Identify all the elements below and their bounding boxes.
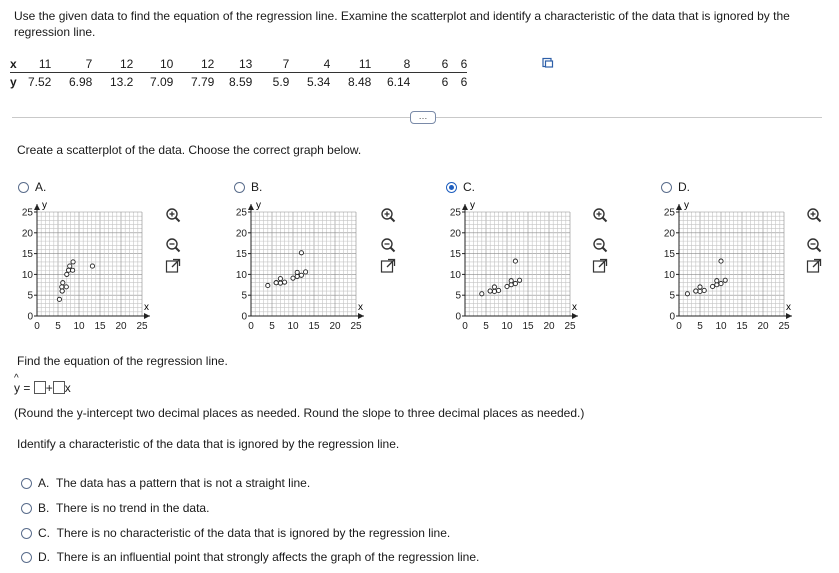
regression-equation [14,373,71,395]
data-point [60,285,64,289]
y-cell: 5.34 [307,74,331,89]
data-point [480,292,484,296]
answer-a-text: The data has a pattern that is not a straight line. [56,476,311,490]
y-cell: 8.59 [229,74,253,89]
x-cell: 10 [133,55,173,73]
answer-option-b[interactable] [21,501,209,515]
x-tick-label: 25 [350,321,362,332]
x-tick-label: 25 [564,321,576,332]
zoom-in-icon[interactable] [380,207,396,223]
slope-input[interactable] [53,381,65,394]
x-axis-arrow [358,313,364,319]
data-point [65,272,69,276]
option-d[interactable] [661,180,690,194]
y-tick-label: 10 [449,269,461,281]
y-cell: 6.14 [387,74,411,89]
data-point [278,277,282,281]
answer-option-a[interactable] [21,476,310,490]
y-tick-label: 25 [663,207,675,219]
zoom-in-icon[interactable] [806,207,822,223]
y-tick-label: 0 [455,311,461,323]
option-b-label: B. [251,180,263,194]
y-cell: 5.9 [272,74,290,89]
data-point [711,284,715,288]
option-a[interactable] [18,180,46,194]
answer-radio-a[interactable] [21,478,32,489]
data-point [295,270,299,274]
scatterplot-option-c [446,200,586,335]
y-tick-label: 5 [27,290,33,302]
answer-a-label: A. [38,476,50,490]
x-axis-label: x [144,302,149,313]
x-tick-label: 5 [55,321,61,332]
enlarge-icon[interactable] [165,258,181,274]
data-point [71,268,75,272]
y-tick-label: 15 [235,249,247,261]
option-d-label: D. [678,180,690,194]
y-hat [14,373,31,395]
x-cell: 4 [289,55,330,73]
y-tick-label: 5 [455,290,461,302]
x-cell: 11 [330,55,371,73]
data-point [488,289,492,293]
y-cell: 7.52 [28,74,52,89]
zoom-out-icon[interactable] [165,237,181,253]
answer-b-label: B. [38,501,50,515]
y-cell: 6.98 [69,74,93,89]
x-tick-label: 15 [308,321,320,332]
x-tick-label: 10 [73,321,85,332]
x-label: x [10,55,28,73]
zoom-out-icon[interactable] [380,237,396,253]
y-axis-label: y [470,200,475,211]
y-tick-label: 0 [27,311,33,323]
y-axis-label: y [684,200,689,211]
y-tick-label: 20 [663,228,675,240]
x-tick-label: 20 [757,321,769,332]
y-cell: 6 [460,74,468,89]
x-cell: 6 [448,55,467,73]
data-point [291,276,295,280]
data-point [304,270,308,274]
x-axis-label: x [786,302,791,313]
y-tick-label: 25 [449,207,461,219]
y-tick-label: 20 [235,228,247,240]
answer-option-c[interactable] [21,526,450,540]
y-axis-arrow [462,204,468,210]
more-button[interactable]: … [410,111,436,124]
y-cell: 8.48 [348,74,372,89]
x-tick-label: 0 [248,321,254,332]
data-point [64,285,68,289]
y-cell: 6 [441,74,449,89]
y-axis-arrow [34,204,40,210]
equation-var: x [64,381,71,395]
data-point [283,280,287,284]
grid [37,212,142,316]
y-tick-label: 0 [241,311,247,323]
answer-radio-d[interactable] [21,552,32,563]
x-tick-label: 0 [462,321,468,332]
x-cell: 7 [252,55,289,73]
x-cell: 12 [92,55,133,73]
x-axis-label: x [358,302,363,313]
x-tick-label: 25 [136,321,148,332]
x-axis-arrow [572,313,578,319]
copy-data-icon[interactable] [542,57,554,69]
data-point [274,281,278,285]
data-point [68,264,72,268]
data-point [278,281,282,285]
x-cell: 11 [28,55,51,73]
instruction-text: Create a scatterplot of the data. Choose the correct graph below. [17,143,362,157]
x-tick-label: 5 [697,321,703,332]
y-cell: 13.2 [110,74,134,89]
data-point [71,260,75,264]
x-axis-label: x [572,302,577,313]
zoom-out-icon[interactable] [592,237,608,253]
enlarge-icon[interactable] [380,258,396,274]
x-tick-label: 10 [715,321,727,332]
x-tick-label: 5 [483,321,489,332]
equation-plus: + [45,381,53,395]
find-equation-text: Find the equation of the regression line. [17,354,228,368]
grid [679,212,784,316]
zoom-in-icon[interactable] [592,207,608,223]
table-row-y [10,73,467,91]
data-point [685,292,689,296]
data-point [513,281,517,285]
data-point [698,289,702,293]
x-tick-label: 20 [329,321,341,332]
x-cell: 12 [173,55,214,73]
option-b[interactable] [234,180,262,194]
x-tick-label: 0 [676,321,682,332]
data-point [492,285,496,289]
data-point [719,259,723,263]
data-point [723,278,727,282]
x-tick-label: 20 [115,321,127,332]
y-tick-label: 25 [21,207,33,219]
y-axis-arrow [676,204,682,210]
grid [251,212,356,316]
radio-option-c[interactable] [446,182,457,193]
data-point [61,281,65,285]
grid [465,212,570,316]
scatterplot-option-b [232,200,372,335]
rounding-note: (Round the y-intercept two decimal places as needed. Round the slope to three decimal places as needed.) [14,406,585,420]
answer-radio-c[interactable] [21,528,32,539]
x-axis-arrow [786,313,792,319]
y-tick-label: 15 [449,249,461,261]
data-point [509,279,513,283]
y-tick-label: 20 [21,228,33,240]
x-tick-label: 10 [501,321,513,332]
data-point [266,283,270,287]
radio-option-d[interactable] [661,182,672,193]
answer-d-text: There is an influential point that strongly affects the graph of the regression line. [56,550,480,564]
answer-c-label: C. [38,526,50,540]
identify-text: Identify a characteristic of the data that is ignored by the regression line. [17,437,400,451]
x-tick-label: 5 [269,321,275,332]
scatterplot-option-a [18,200,158,335]
y-tick-label: 25 [235,207,247,219]
y-tick-label: 10 [663,269,675,281]
enlarge-icon[interactable] [806,258,822,274]
data-point [66,268,70,272]
y-axis-label: y [42,200,47,211]
data-point [698,285,702,289]
data-point [497,288,501,292]
question-prompt: Use the given data to find the equation of the regression line. Examine the scatterplot and identify a characteristic of the data that is ignored by the regression line. [14,9,790,39]
y-cell: 7.09 [150,74,174,89]
data-point [60,289,64,293]
y-tick-label: 15 [663,249,675,261]
data-point [518,278,522,282]
data-point [299,273,303,277]
answer-b-text: There is no trend in the data. [56,501,210,515]
y-label: y [10,74,17,89]
option-c-label: C. [463,180,475,194]
x-cell: 8 [371,55,410,73]
x-tick-label: 10 [287,321,299,332]
x-tick-label: 20 [543,321,555,332]
equation-lhs: y = [14,381,31,395]
data-point [299,251,303,255]
x-tick-label: 15 [522,321,534,332]
scatterplot-option-d [660,200,800,335]
answer-radio-b[interactable] [21,503,32,514]
intercept-input[interactable] [34,381,46,394]
data-point [57,297,61,301]
y-tick-label: 20 [449,228,461,240]
x-tick-label: 15 [736,321,748,332]
answer-d-label: D. [38,550,50,564]
y-tick-label: 0 [669,311,675,323]
y-axis-arrow [248,204,254,210]
data-point [90,264,94,268]
data-point [719,281,723,285]
x-tick-label: 15 [94,321,106,332]
hat-mark: ^ [14,373,19,384]
answer-c-text: There is no characteristic of the data that is ignored by the regression line. [56,526,451,540]
x-cell: 13 [214,55,252,73]
data-point [694,289,698,293]
y-axis-label: y [256,200,261,211]
y-tick-label: 10 [21,269,33,281]
x-tick-label: 0 [34,321,40,332]
radio-option-a[interactable] [18,182,29,193]
y-cell: 7.79 [191,74,215,89]
y-tick-label: 5 [241,290,247,302]
x-cell: 7 [51,55,92,73]
data-point [505,284,509,288]
y-tick-label: 10 [235,269,247,281]
y-tick-label: 15 [21,249,33,261]
data-point [513,259,517,263]
answer-option-d[interactable] [21,550,479,564]
option-a-label: A. [35,180,47,194]
zoom-in-icon[interactable] [165,207,181,223]
data-point [492,289,496,293]
option-c[interactable] [446,180,475,194]
radio-option-b[interactable] [234,182,245,193]
x-axis-arrow [144,313,150,319]
data-point [702,288,706,292]
y-tick-label: 5 [669,290,675,302]
zoom-out-icon[interactable] [806,237,822,253]
data-point [715,279,719,283]
x-tick-label: 25 [778,321,790,332]
table-row-x [10,55,467,73]
enlarge-icon[interactable] [592,258,608,274]
data-table [10,55,467,90]
x-cell: 6 [410,55,448,73]
